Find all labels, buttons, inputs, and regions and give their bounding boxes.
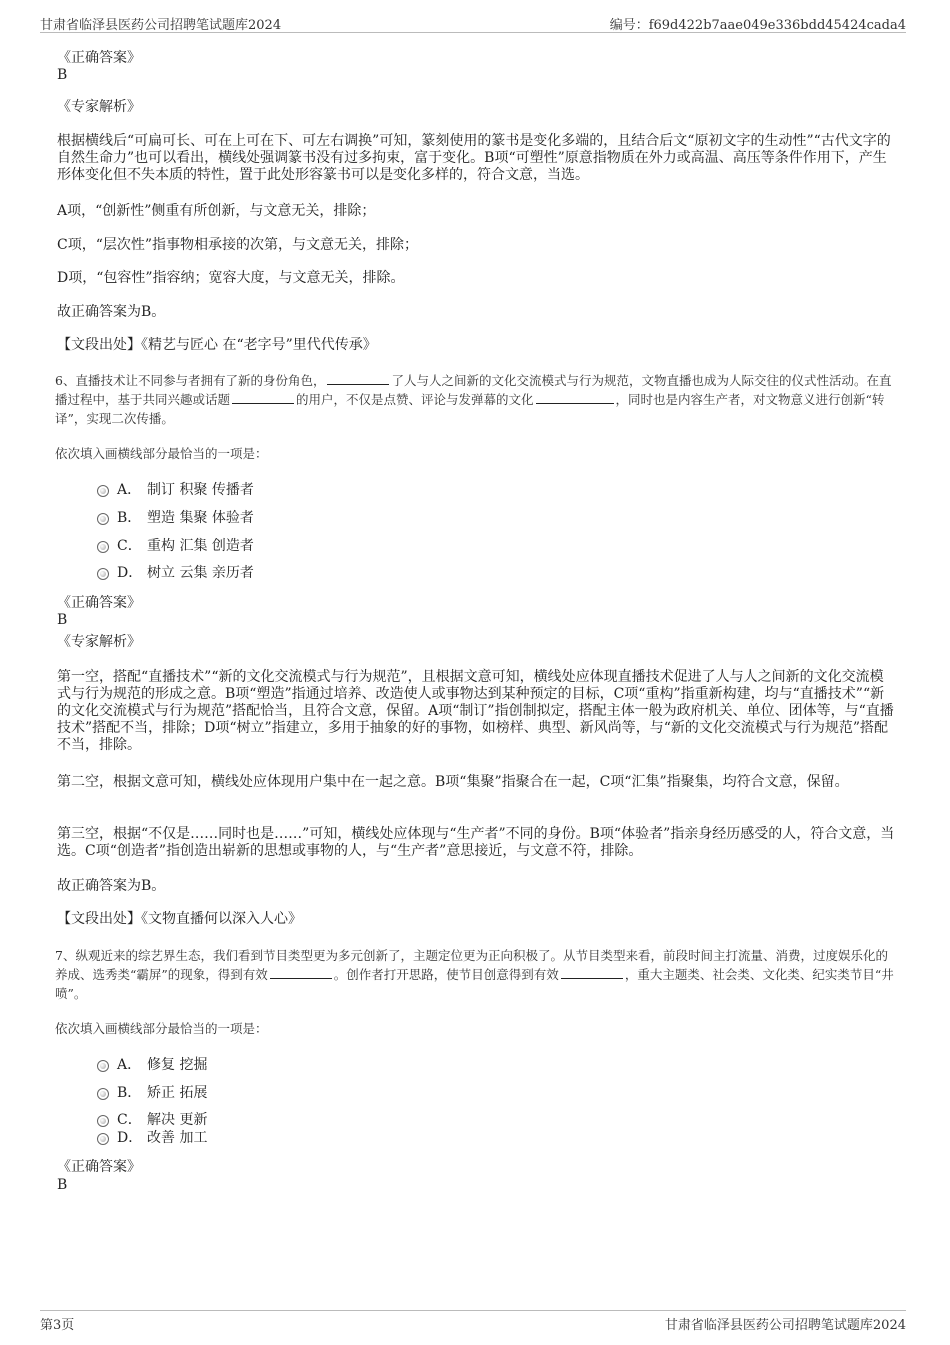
q6-option-c[interactable]: C． 重构 汇集 创造者 [97,537,254,555]
q7-stem [55,946,897,1003]
q7-blank-1 [270,967,332,979]
q6-option-d[interactable]: D． 树立 云集 亲历者 [97,564,254,582]
q7-option-a[interactable]: A． 修复 挖掘 [97,1056,207,1074]
radio-icon[interactable] [97,513,109,525]
q5-source: 【文段出处】《精艺与匠心 在“老字号”里代代传承》 [57,337,377,353]
radio-icon[interactable] [97,1133,109,1145]
footer-title: 甘肃省临泽县医药公司招聘笔试题库2024 [664,1318,906,1333]
q6-analysis-p3: 第三空，根据“不仅是……同时也是……”可知，横线处应体现与“生产者”不同的身份。B项“体验者”指亲身经历感受的人，符合文意，当选。C项“创造者”指创造出崭新的思想或事物的人，与“生产者”意思接近，与文意不符，排除。 [57,826,895,859]
q7-stem-part2: 。创作者打开思路，使节目创意得到有效 [333,967,559,982]
page-header [40,14,906,33]
q5-answer: B [57,67,68,83]
q6-blank-2 [232,392,294,404]
q5-analysis-c: C项，“层次性”指事物相承接的次第，与文意无关，排除； [57,237,419,253]
header-title: 甘肃省临泽县医药公司招聘笔试题库2024 [40,18,282,33]
q6-option-b[interactable]: B． 塑造 集聚 体验者 [97,509,254,527]
q6-conclusion: 故正确答案为B。 [57,878,166,894]
q6-blank-1 [327,373,389,385]
q7-prompt: 依次填入画横线部分最恰当的一项是： [55,1021,268,1036]
q6-answer-label: 《正确答案》 [57,595,141,611]
q6-blank-3 [536,392,614,404]
page-number: 第3页 [40,1318,75,1333]
q5-answer-label: 《正确答案》 [57,50,141,66]
q6-stem-part2: 了人与人之间新的文化交流模式与行为规范，文物直播也成为人际交往的仪式性活动。在直播过程中，基于共同兴趣或话题 [55,373,892,407]
q6-stem-part3: 的用户，不仅是点赞、评论与发弹幕的文化 [296,392,534,407]
radio-icon[interactable] [97,568,109,580]
q7-answer-label: 《正确答案》 [57,1159,141,1175]
q7-option-c[interactable]: C． 解决 更新 [97,1111,207,1129]
header-doc-id: 编号：f69d422b7aae049e336bdd45424cada4 [609,18,906,33]
q6-analysis-label: 《专家解析》 [57,634,141,650]
q7-option-b[interactable]: B． 矫正 拓展 [97,1084,207,1102]
radio-icon[interactable] [97,1060,109,1072]
q7-stem-part1: 7、纵观近来的综艺界生态，我们看到节目类型更为多元创新了，主题定位更为正向积极了。从节目类型来看，前段时间主打流量、消费，过度娱乐化的养成、选秀类“霸屏”的现象，得到有效 [55,948,888,982]
radio-icon[interactable] [97,1088,109,1100]
q6-source: 【文段出处】《文物直播何以深入人心》 [57,911,302,927]
radio-icon[interactable] [97,1115,109,1127]
q6-stem-part1: 6、直播技术让不同参与者拥有了新的身份角色， [55,373,326,388]
q6-analysis-p2: 第二空，根据文意可知，横线处应体现用户集中在一起之意。B项“集聚”指聚合在一起，C项“汇集”指聚集，均符合文意，保留。 [57,774,849,790]
q6-analysis-p1: 第一空，搭配“直播技术”“新的文化交流模式与行为规范”，且根据文意可知，横线处应体现直播技术促进了人与人之间新的文化交流模式与行为规范的形成之意。B项“塑造”指通过培养、改造使人或事物达到某种预定的目标，C项“重构”指重新构建，均与“直播技术”“新的文化交流模式与行为规范”搭配恰当，且符合文意，保留。A项“制订”指创制拟定，搭配主体一般为政府机关、单位、团体等，与“直播技术”搭配不当，排除；D项“树立”指建立，多用于抽象的好的事物，如榜样、典型、新风尚等，与“新的文化交流模式与行为规范”搭配不当，排除。 [57,669,894,753]
q6-prompt: 依次填入画横线部分最恰当的一项是： [55,446,268,461]
q7-blank-2 [561,967,623,979]
radio-icon[interactable] [97,541,109,553]
q5-analysis-a: A项，“创新性”侧重有所创新，与文意无关，排除； [57,203,376,219]
q5-analysis-label: 《专家解析》 [57,99,141,115]
q7-stem-part3: ，重大主题类、社会类、文化类、纪实类节目“井喷”。 [55,967,894,1001]
radio-icon[interactable] [97,485,109,497]
q5-analysis-p1: 根据横线后“可扁可长、可在上可在下、可左右调换”可知，篆刻使用的篆书是变化多端的，且结合后文“原初文字的生动性”“古代文字的自然生命力”也可以看出，横线处强调篆书没有过多拘束，富于变化。B项“可塑性”原意指物质在外力或高温、高压等条件作用下，产生形体变化但不失本质的特性，置于此处形容篆书可以是变化多样的，符合文意，当选。 [57,133,891,183]
q6-answer: B [57,612,68,628]
q6-stem [55,371,897,428]
q7-answer: B [57,1177,68,1193]
q5-analysis-d: D项，“包容性”指容纳；宽容大度，与文意无关，排除。 [57,270,405,286]
q6-stem-part4: ，同时也是内容生产者，对文物意义进行创新“转译”，实现二次传播。 [55,392,885,426]
page-footer [40,1310,906,1333]
q6-option-a[interactable]: A． 制订 积聚 传播者 [97,481,254,499]
q5-conclusion: 故正确答案为B。 [57,304,166,320]
q7-option-d[interactable]: D． 改善 加工 [97,1129,207,1147]
